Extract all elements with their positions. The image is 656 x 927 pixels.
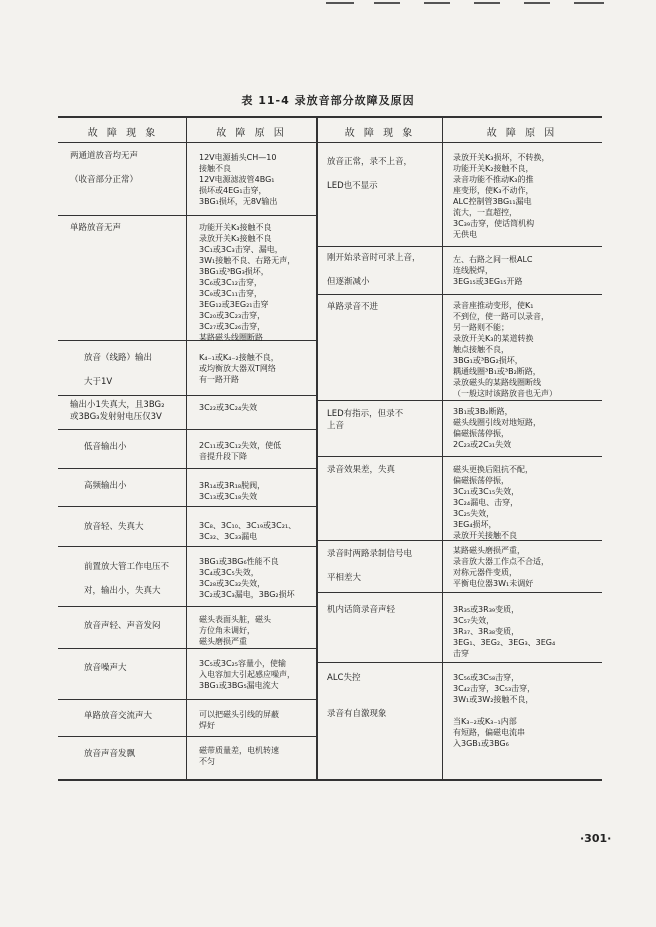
left-row-11-cause: 可以把磁头引线的屏蔽 焊好 xyxy=(199,710,279,730)
left-row-3-cause: K₄₋₁或K₄₋₂接触不良， 或均衡放大器双T网络 有一路开路 xyxy=(199,353,279,384)
left-row-6-symptom: 高频输出小 xyxy=(84,481,127,491)
left-row-8-cause: 3BG₁或3BG₆性能不良 3C₄或3C₅失效， 3C₂₈或3C₃₂失效， 3C₂或3C₃漏电，3BG₂损坏 xyxy=(199,557,295,599)
right-row-6-cause: 某路磁头磨损严重， 录音放大器工作点不合适， 对称元器件变质， 平衡电位器3W₁未调好 xyxy=(453,546,549,588)
right-row-5-symptom: 录音效果差，失真 xyxy=(327,465,396,475)
left-row-12-cause: 磁带质量差，电机转速 不匀 xyxy=(199,746,279,766)
right-row-8-symptom: ALC失控 录音有自激现象 xyxy=(327,673,387,719)
left-row-12-symptom: 放音声音发飘 xyxy=(84,749,136,759)
top-edge-marks xyxy=(316,0,656,8)
right-row-5-cause: 磁头更换后阻抗不配， 偏磁振荡停振， 3C₂₁或3C₁₅失效， 3C₂₄漏电、击穿， 3C₂₅失效， 3EG₄损坏， 录放开关接触不良 xyxy=(453,465,533,540)
left-row-7-cause: 3C₈、3C₁₀、3C₁₉或3C₂₁、 3C₃₂、3C₃₃漏电 xyxy=(199,521,297,541)
left-row-9-symptom: 放音声轻、声音发闷 xyxy=(84,621,161,631)
right-row-4-cause: 3B₁或3B₂断路， 磁头线圈引线对地短路， 偏磁振荡停振， 2C₂₃或2C₃₁失效 xyxy=(453,407,541,449)
page-number: ·301· xyxy=(580,832,612,845)
left-row-8-symptom: 前置放大管工作电压不 对，输出小，失真大 xyxy=(84,562,170,596)
left-row-7-symptom: 放音轻、失真大 xyxy=(84,522,144,532)
left-row-5-cause: 2C₁₁或3C₁₂失效，使低 音提升段下降 xyxy=(199,441,282,461)
right-row-8-cause: 3C₅₆或3C₅₈击穿， 3C₄₂击穿，3C₅₃击穿， 3W₁或3W₂接触不良， 当K₃₋₂或K₃₋₁内部 有短路，偏磁电流串 入3GB₁或3BG₆ xyxy=(453,673,536,748)
left-row-2-cause: 功能开关K₃接触不良 录放开关K₃接触不良 3C₁或3C₃击穿、漏电， 3W₁接触不良、右路无声， 3BG₁或³BG₃损坏， 3C₆或3C₁₂击穿， 3C₉或3C₁₁击穿， 3EG₁₂或3EG₂₁击穿 3C₂₀或3C₂₃击穿， 3C₂₇或3C₂₆击穿， 某路磁头线圈断路 xyxy=(199,223,296,342)
left-row-2-symptom: 单路放音无声 xyxy=(70,223,122,233)
right-row-4-symptom: LED有指示，但录不 上音 xyxy=(327,409,404,431)
header-right-cause: 故 障 原 因 xyxy=(486,128,558,139)
left-row-10-cause: 3C₅或3C₂₅容量小，使输 入电容加大引起感应噪声， 3BG₁或3BG₅漏电流大 xyxy=(199,659,295,690)
right-row-6-symptom: 录音时两路录制信号电 平相差大 xyxy=(327,549,413,583)
right-row-1-symptom: 放音正常，录不上音， LED也不显示 xyxy=(327,157,413,191)
right-row-7-symptom: 机内话筒录音声轻 xyxy=(327,605,396,615)
left-row-6-cause: 3R₁₄或3R₁₈脱阀， 3C₁₃或3C₁₈失效 xyxy=(199,481,266,501)
left-row-1-cause: 12V电源插头CH—10 接触不良 12V电源滤波管4BG₁ 损坏或4EG₁击穿， 3BG₁损坏，无8V输出 xyxy=(199,153,278,206)
left-row-3-symptom: 放音（线路）输出 大于1V xyxy=(84,353,153,387)
left-row-11-symptom: 单路放音交流声大 xyxy=(84,711,153,721)
right-row-2-symptom: 刚开始录音时可录上音， 但逐渐减小 xyxy=(327,253,421,287)
right-row-3-symptom: 单路录音不进 xyxy=(327,302,379,312)
right-row-3-cause: 录音座推动变形，使K₁ 不到位，使一路可以录音， 另一路则不能； 录放开关K₃的某道转换 触点接触不良， 3BG₁或³BG₂损坏， 耦通线圈³B₁或³B₂断路， 录放磁头的某路线圈断线 （一般这时该路放音也无声） xyxy=(453,301,557,398)
right-row-7-cause: 3R₃₅或3R₃₉变质， 3C₅₇失效， 3R₃₇、3R₃₈变质， 3EG₁、3EG₂、3EG₃、3EG₄ 击穿 xyxy=(453,605,556,658)
left-row-5-symptom: 低音输出小 xyxy=(84,442,127,452)
header-left-symptom: 故 障 现 象 xyxy=(87,128,159,139)
left-row-10-symptom: 放音噪声大 xyxy=(84,663,127,673)
right-row-1-cause: 录放开关K₃损坏，不转换， 功能开关K₂接触不良， 录音功能不推动K₃的推 座变形，使K₃不动作， ALC控制管3BG₁₁漏电 流大，一直超控， 3C₃₉击穿，使话筒机构 无供电 xyxy=(453,153,550,239)
table-title: 表 11-4 录放音部分故障及原因 xyxy=(241,94,415,107)
header-right-symptom: 故 障 现 象 xyxy=(344,128,416,139)
left-row-1-symptom: 两通道放音均无声 （收音部分正常） xyxy=(70,151,139,185)
left-row-9-cause: 磁头表面头脏，磁头 方位角未调好， 磁头磨损严重 xyxy=(199,615,271,646)
left-row-4-cause: 3C₂₂或3C₂₄失效 xyxy=(199,403,258,412)
right-row-2-cause: 左、右路之间一根ALC 连线脱焊， 3EG₁₅或3EG₁₅开路 xyxy=(453,255,533,286)
left-row-4-symptom: 输出小1失真大，且3BG₂ 或3BG₃发射射电压仅3V xyxy=(70,400,165,422)
header-left-cause: 故 障 原 因 xyxy=(216,128,287,139)
